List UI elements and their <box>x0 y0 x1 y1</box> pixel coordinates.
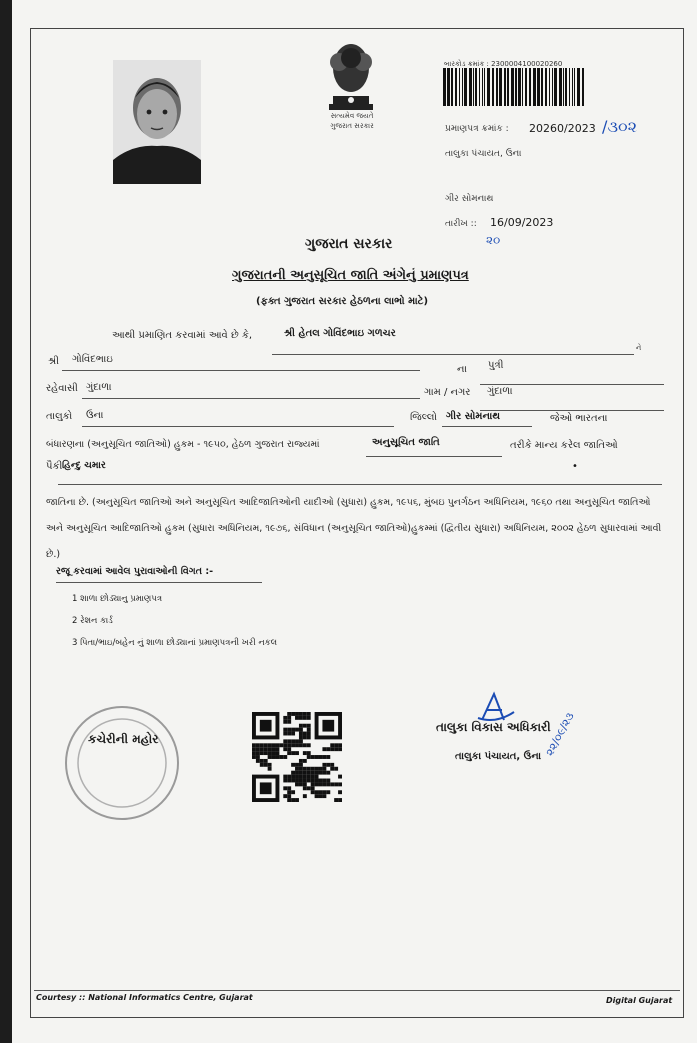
certificate-title: ગુજરાતની અનુસૂચિત જાતિ અંગેનું પ્રમાણપત્ર <box>232 268 469 283</box>
village-label: ગામ / નગર <box>424 387 471 398</box>
subcaste-dot: • <box>572 461 578 472</box>
citizen-text: જેઓ ભારતના <box>550 413 608 424</box>
subcaste-label: પૈકી <box>46 461 63 472</box>
issue-date: 16/09/2023 <box>490 216 554 229</box>
district-value: ગીર સોમનાથ <box>446 411 501 422</box>
subcaste-value: હિન્દુ ચમાર <box>62 460 106 471</box>
district-header: ગીર સોમનાથ <box>445 194 494 204</box>
category-underline <box>366 456 502 457</box>
officer-title: તાલુકા વિકાસ અધિકારી <box>436 720 551 734</box>
date-label: તારીખ :: <box>445 219 477 229</box>
applicant-name: શ્રી હેતલ ગોવિંદભાઇ ગળચર <box>284 328 396 339</box>
barcode <box>443 68 585 106</box>
applicant-photo <box>113 60 201 184</box>
certificate-number-label: પ્રમાણપત્ર ક્રમાંક : <box>445 124 509 134</box>
signature-date: ૨૨/૦૯/૨૩ <box>543 710 577 759</box>
relation-label: ના <box>457 364 467 375</box>
emblem-subcaption: ગુજરાત સરકાર <box>330 122 374 130</box>
father-prefix: શ્રી <box>48 356 60 367</box>
district-underline <box>442 426 532 427</box>
evidence-heading: રજૂ કરવામાં આવેલ પુરાવાઓની વિગત :- <box>56 566 214 577</box>
recognized-text: તરીકે માન્ય કરેલ જાતિઓ <box>510 440 618 451</box>
district-label: જિલ્લો <box>410 412 437 423</box>
officer-office: તાલુકા પંચાયત, ઉના <box>455 751 542 762</box>
name-underline <box>272 354 634 355</box>
certificate-subtitle: (ફક્ત ગુજરાત સરકાર હેઠળના લાભો માટે) <box>256 296 429 307</box>
barcode-number: બારકોડ ક્રમાંક : 2300004100020260 <box>444 60 563 68</box>
relation-underline <box>480 384 664 385</box>
certificate-number-handwritten: /૩૦૨ <box>602 117 638 136</box>
emblem-caption: સત્યમેવ જયતે <box>330 112 374 120</box>
date-handwritten: ૨૦ <box>486 233 501 247</box>
office-seal-label: કચેરીની મહોર <box>88 732 159 746</box>
resident-value: ગુંદાળા <box>86 382 112 393</box>
office-seal-icon <box>62 703 182 823</box>
evidence-item: 1 શાળા છોડ્યાનુ પ્રમાણપત્ર <box>72 594 163 604</box>
subcaste-underline <box>58 484 662 485</box>
name-suffix: ને <box>636 344 642 352</box>
certify-text: આથી પ્રમાણિત કરવામાં આવે છે કે, <box>112 330 253 341</box>
footer-brand: Digital Gujarat <box>606 996 673 1005</box>
relation-value: પુત્રી <box>488 360 504 371</box>
resident-underline <box>82 398 420 399</box>
taluka-value: ઉના <box>86 410 104 421</box>
legal-paragraph: જાતિના છે. (અનુસૂચિત જાતિઓ અને અનુસૂચિત આદિજાતિઓની યાદીઓ (સુધારા) હુકમ, ૧૯૫૬, મુંબઇ પુનર્ગઠન અધિનિયમ, ૧૯૬૦ તથા અનુસૂચિત જાતિઓ અને અનુસૂચિત આદિજાતિઓ હુકમ (સુધારા અધિનિયમ, ૧૯૭૬, સંવિધાન (અનુસૂચિત જાતિઓ)હુકમ્માં (દ્વિતીય સુધારા) અધિનિયમ, ૨૦૦૨ હેઠળ સુધારવામાં આવી છે.) <box>46 497 662 560</box>
evidence-item: 3 પિતા/ભાઇ/બહેન નું શાળા છોડ્યાનાં પ્રમાણપત્રની ખરી નકલ <box>72 638 278 648</box>
certificate-number: 20260/2023 <box>529 122 596 135</box>
government-title: ગુજરાત સરકાર <box>305 236 393 252</box>
office-name: તાલુકા પંચાયત, ઉના <box>445 149 522 159</box>
evidence-underline <box>56 582 262 583</box>
footer-credit: Courtesy :: National Informatics Centre, Gujarat <box>36 993 253 1002</box>
village-underline <box>480 410 664 411</box>
constitution-text: બંધારણના (અનુસૂચિત જાતિઓ) હુકમ - ૧૯૫૦, હેઠળ ગુજરાત રાજ્યમાં <box>46 439 320 450</box>
resident-label: રહેવાસી <box>46 383 78 394</box>
footer-divider <box>34 990 680 991</box>
father-underline <box>62 370 420 371</box>
taluka-underline <box>82 426 394 427</box>
evidence-item: 2 રેશન કાર્ડ <box>72 616 113 626</box>
category-value: અનુસૂચિત જાતિ <box>372 437 440 448</box>
father-name: ગોવિંદભાઇ <box>72 354 113 365</box>
taluka-label: તાલુકો <box>46 411 73 422</box>
qr-code <box>252 712 342 804</box>
village-value: ગુંદાળા <box>487 386 513 397</box>
